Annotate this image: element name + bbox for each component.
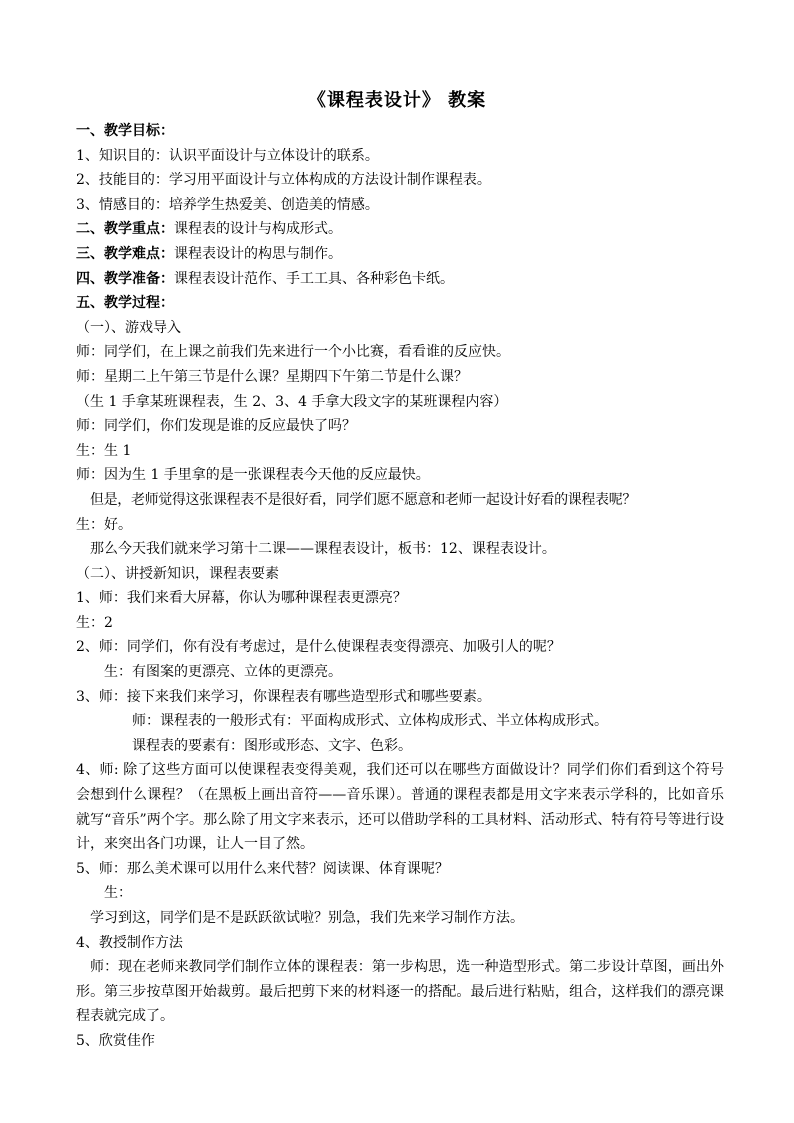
section-heading-goals: 一、教学目标： — [76, 123, 174, 139]
key-points-text: 课程表的设计与构成形式。 — [174, 221, 342, 238]
preparation-label: 四、教学准备： — [76, 270, 174, 287]
paragraph-line: 生：生 1 — [76, 442, 132, 459]
section-heading-process: 五、教学过程： — [76, 295, 174, 312]
goal-knowledge: 1、知识目的：认识平面设计与立体设计的联系。 — [76, 147, 379, 164]
section-difficulties — [76, 242, 724, 267]
paragraph-line: 生： — [104, 885, 132, 902]
paragraph-line: 学习到这，同学们是不是跃跃欲试啦？别急，我们先来学习制作方法。 — [90, 910, 524, 926]
paragraph-line: （生 1 手拿某班课程表，生 2、3、4 手拿大段文字的某班课程内容） — [76, 393, 508, 410]
paragraph-line: 1、师：我们来看大屏幕，你认为哪种课程表更漂亮？ — [76, 590, 407, 607]
paragraph-block: 师：现在老师来教同学们制作立体的课程表：第一步构思，选一种造型形式。第二步设计草图，画出外形。第三步按草图开始裁剪。最后把剪下来的材料逐一的搭配。最后进行粘贴，组合，这样我们的漂亮课程表就完成了。 — [76, 959, 724, 1025]
difficulties-label: 三、教学难点： — [76, 245, 174, 262]
paragraph-line: 5、师：那么美术课可以用什么来代替？阅读课、体育课呢？ — [76, 860, 449, 877]
subheading-making-method: 4、教授制作方法 — [76, 934, 183, 951]
paragraph-line: 师：同学们，在上课之前我们先来进行一个小比赛，看看谁的反应快。 — [76, 344, 510, 361]
paragraph-line: 师：星期二上午第三节是什么课？星期四下午第二节是什么课？ — [76, 368, 468, 385]
paragraph-line: 师：因为生 1 手里拿的是一张课程表今天他的反应最快。 — [76, 467, 430, 484]
document-body — [76, 119, 724, 1054]
paragraph-line: 2、师：同学们，你有没有考虑过，是什么使课程表变得漂亮、加吸引人的呢？ — [76, 639, 561, 656]
key-points-label: 二、教学重点： — [76, 221, 174, 238]
subheading-appreciation: 5、欣赏佳作 — [76, 1032, 155, 1049]
paragraph-line: 课程表的要素有：图形或形态、文字、色彩。 — [132, 737, 412, 754]
paragraph-block: 4、师: 除了这些方面可以使课程表变得美观，我们还可以在哪些方面做设计？同学们你们看到这个符号会想到什么课程？（在黑板上画出音符——音乐课）。普通的课程表都是用文字来表示学科的，比如音乐就写“音乐”两个字。那么除了用文字来表示，还可以借助学科的工具材料、活动形式、特有符号等进行设计，来突出各门功课，让人一目了然。 — [76, 762, 724, 853]
paragraph-line: 生：有图案的更漂亮、立体的更漂亮。 — [104, 664, 342, 681]
paragraph-line: 生：好。 — [76, 516, 132, 533]
paragraph-line: 生：2 — [76, 614, 113, 631]
goal-skill: 2、技能目的：学习用平面设计与立体构成的方法设计制作课程表。 — [76, 172, 491, 189]
page-title: 《课程表设计》 教案 — [307, 90, 487, 111]
goal-emotion: 3、情感目的：培养学生热爱美、创造美的情感。 — [76, 196, 379, 213]
paragraph-line: 3、师：接下来我们来学习，你课程表有哪些造型形式和哪些要素。 — [76, 688, 491, 705]
preparation-text: 课程表设计范作、手工工具、各种彩色卡纸。 — [174, 270, 454, 287]
section-key-points — [76, 217, 724, 242]
paragraph-line: 师：课程表的一般形式有：平面构成形式、立体构成形式、半立体构成形式。 — [132, 713, 608, 730]
paragraph-line: 那么今天我们就来学习第十二课——课程表设计，板书：12、课程表设计。 — [90, 541, 556, 558]
subheading-new-knowledge: （二）、讲授新知识，课程表要素 — [76, 565, 279, 582]
section-preparation — [76, 267, 724, 292]
subheading-game-intro: （一）、游戏导入 — [76, 319, 181, 336]
difficulties-text: 课程表设计的构思与制作。 — [174, 245, 342, 262]
paragraph-line: 师：同学们，你们发现是谁的反应最快了吗？ — [76, 418, 356, 435]
paragraph-line: 但是，老师觉得这张课程表不是很好看，同学们愿不愿意和老师一起设计好看的课程表呢？ — [90, 491, 636, 508]
